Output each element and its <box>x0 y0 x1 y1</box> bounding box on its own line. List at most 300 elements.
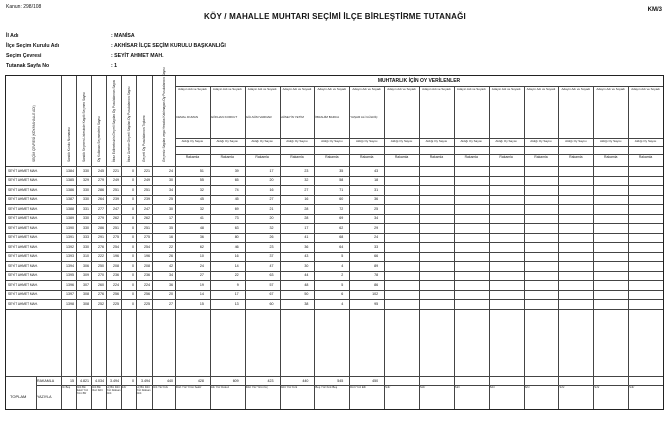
grid-line <box>6 252 663 253</box>
row-value: 310 <box>83 254 89 259</box>
row-location: SEYİT AHMET MAH. <box>8 216 38 221</box>
grid-line <box>175 138 663 139</box>
candidate-vote: 4 <box>341 301 344 306</box>
row-value: 276 <box>98 292 104 297</box>
candidate-header: Adayın Adı ve Soyadı <box>526 87 556 91</box>
candidate-vote: 45 <box>234 197 239 202</box>
grid-line <box>6 376 663 377</box>
row-value: 252 <box>98 301 104 306</box>
grid-line <box>558 86 559 409</box>
candidate-vote: 20 <box>269 178 274 183</box>
candidate-vote: 34 <box>374 216 379 221</box>
candidate-vote: 27 <box>304 187 309 192</box>
candidate-vote: 36 <box>304 244 309 249</box>
row-value: 0 <box>132 197 134 202</box>
grid-line <box>6 233 663 234</box>
row-value: 222 <box>98 254 104 259</box>
candidate-name: CEMAL DUMAN <box>176 115 199 119</box>
candidate-vote: 24 <box>374 235 379 240</box>
row-value: 35 <box>169 225 173 230</box>
column-header: İtiraz Üzerine Geçerli Sayılan Oy Pusulalarının Sayısı <box>126 86 131 162</box>
column-header: SEÇİM ÇEVRESİ (KÖY/MAHALLE ADI) <box>31 105 36 162</box>
grid-line <box>593 86 594 409</box>
candidate-vote: 33 <box>374 244 379 249</box>
row-location: SEYİT AHMET MAH. <box>8 263 38 268</box>
candidate-vote: 31 <box>374 187 379 192</box>
candidate-vote: 24 <box>199 263 204 268</box>
candidate-votes-label: Aldığı Oy Sayısı <box>321 139 343 143</box>
candidate-header: Adayın Adı ve Soyadı <box>456 87 486 91</box>
total-value: 0 <box>132 378 134 383</box>
row-value: 249 <box>113 178 119 183</box>
candidate-vote: 15 <box>199 301 204 306</box>
candidate-vote: 14 <box>199 292 204 297</box>
grid-line <box>384 86 385 409</box>
candidate-vote: 71 <box>339 187 344 192</box>
candidate-vote: 41 <box>304 235 309 240</box>
row-value: 1391 <box>66 235 74 240</box>
candidate-vote: 10 <box>199 254 204 259</box>
row-value: 250 <box>98 263 104 268</box>
row-value: 239 <box>144 197 150 202</box>
candidate-vote: 55 <box>199 178 204 183</box>
row-value: 0 <box>132 282 134 287</box>
row-value: 262 <box>113 216 119 221</box>
candidate-vote: 62 <box>339 225 344 230</box>
total-value: 15 <box>70 378 74 383</box>
candidate-rakam-label: Rakamla <box>569 155 583 159</box>
row-value: 1388 <box>66 206 74 211</box>
candidate-total-text: Dört Yüz Yirmi Üç <box>245 385 268 389</box>
grid-line <box>6 299 663 300</box>
row-value: 330 <box>83 187 89 192</box>
candidate-total: 545 <box>337 378 344 383</box>
candidate-vote: 68 <box>339 235 344 240</box>
candidate-vote: 35 <box>339 168 344 173</box>
meta-value: : MANİSA <box>111 33 135 39</box>
candidate-vote: 63 <box>269 273 274 278</box>
candidate-name: GÜLSÜM VARDAR <box>245 115 272 119</box>
totals-label: TOPLAM <box>10 394 27 399</box>
candidate-vote: 46 <box>234 244 239 249</box>
candidate-votes-label: Aldığı Oy Sayısı <box>216 139 239 143</box>
grid-line <box>6 176 663 177</box>
candidate-vote: 102 <box>372 292 379 297</box>
candidate-total-text: Sıfır <box>524 385 530 389</box>
row-value: 1397 <box>66 292 74 297</box>
candidate-rakam-label: Rakamla <box>325 155 339 159</box>
row-value: 34 <box>169 273 173 278</box>
row-value: 236 <box>113 273 119 278</box>
candidate-header: Adayın Adı ve Soyadı <box>387 87 416 91</box>
candidate-vote: 28 <box>304 206 309 211</box>
grid-line <box>524 86 525 409</box>
candidate-vote: 23 <box>304 168 309 173</box>
row-value: 333 <box>83 235 89 240</box>
row-value: 247 <box>144 206 150 211</box>
grid-line <box>6 195 663 196</box>
candidate-header: Adayın Adı ve Soyadı <box>352 87 382 91</box>
candidate-votes-label: Aldığı Oy Sayısı <box>460 139 483 143</box>
grid-line <box>6 280 663 281</box>
row-value: 251 <box>144 187 150 192</box>
row-value: 279 <box>98 216 104 221</box>
row-location: SEYİT AHMET MAH. <box>8 235 38 240</box>
rakamla-label: RAKAMLA <box>37 378 55 383</box>
row-location: SEYİT AHMET MAH. <box>8 292 38 297</box>
candidate-vote: 39 <box>234 168 239 173</box>
candidate-total-text: Sıfır <box>420 385 426 389</box>
yaziyla-label: YAZIYLA <box>37 395 52 399</box>
candidate-vote: 73 <box>234 216 239 221</box>
grid-line <box>489 86 490 409</box>
meta-label: İlçe Seçim Kurulu Adı <box>6 43 60 49</box>
candidate-total-text: Sıfır <box>385 385 391 389</box>
candidate-rakam-label: Rakamla <box>429 155 444 159</box>
row-value: 1386 <box>66 187 74 192</box>
column-header: Geçersiz Sayılan veya Hesaba Katılmayan Oy Pusulalarının Sayısı <box>161 67 166 162</box>
candidate-vote: 32 <box>199 187 204 192</box>
candidate-vote: 19 <box>199 282 204 287</box>
row-location: SEYİT AHMET MAH. <box>8 244 38 249</box>
row-value: 329 <box>83 178 89 183</box>
row-location: SEYİT AHMET MAH. <box>8 168 38 173</box>
row-value: 254 <box>113 244 119 249</box>
page-title: KÖY / MAHALLE MUHTARI SEÇİMİ İLÇE BİRLEŞTİRME TUTANAĞI <box>204 12 466 21</box>
kanun-number: Kanun: 298/108 <box>6 4 42 10</box>
candidate-vote: 32 <box>304 178 309 183</box>
candidate-vote: 43 <box>374 168 379 173</box>
candidate-header: Adayın Adı ve Soyadı <box>178 87 207 91</box>
candidate-total-text: Sıfır <box>454 385 460 389</box>
candidate-header: Adayın Adı ve Soyadı <box>247 87 277 91</box>
candidate-total-text: Beş Yüz Kırk Beş <box>315 385 338 389</box>
row-value: 0 <box>132 187 134 192</box>
row-value: 1385 <box>66 178 74 183</box>
grid-line <box>419 86 420 409</box>
meta-value: : 1 <box>111 63 118 69</box>
row-location: SEYİT AHMET MAH. <box>8 225 38 230</box>
row-value: 256 <box>144 292 150 297</box>
row-value: 208 <box>113 263 119 268</box>
row-value: 30 <box>169 178 173 183</box>
row-value: 1394 <box>66 263 74 268</box>
grid-line <box>6 223 663 224</box>
grid-line <box>6 166 663 167</box>
grid-line <box>628 86 629 409</box>
column-header: Oy Kullanan Seçmenlerin Sayısı <box>96 116 101 162</box>
candidate-rakam-label: Rakamla <box>185 155 200 159</box>
row-value: 0 <box>132 292 134 297</box>
grid-line <box>6 242 663 243</box>
candidate-votes-label: Aldığı Oy Sayısı <box>390 139 413 143</box>
candidate-vote: 58 <box>339 178 344 183</box>
candidate-vote: 5 <box>341 282 344 287</box>
candidate-header: Adayın Adı ve Soyadı <box>282 87 312 91</box>
row-value: 309 <box>83 273 89 278</box>
candidate-total-text: Sıfır <box>594 385 600 389</box>
row-value: 239 <box>113 197 119 202</box>
row-value: 275 <box>113 235 119 240</box>
row-value: 291 <box>98 235 104 240</box>
candidate-vote: 16 <box>304 197 309 202</box>
row-location: SEYİT AHMET MAH. <box>8 206 38 211</box>
row-value: 1396 <box>66 282 74 287</box>
meta-label: İl Adı <box>6 33 19 39</box>
row-value: 276 <box>98 244 104 249</box>
candidate-vote: 27 <box>199 273 204 278</box>
row-value: 251 <box>113 225 119 230</box>
candidate-vote: 17 <box>234 292 239 297</box>
total-value: 4.821 <box>80 378 89 383</box>
row-value: 1393 <box>66 254 74 259</box>
section-title: MUHTARLIK İÇİN OY VERİLENLER <box>377 78 461 84</box>
candidate-vote: 13 <box>234 301 239 306</box>
row-value: 245 <box>98 168 104 173</box>
grid-line <box>6 290 663 291</box>
candidate-votes-label: Aldığı Oy Sayısı <box>530 139 552 143</box>
candidate-total: 428 <box>197 378 204 383</box>
column-header: İtiraz Edilmeksizin Geçerli Sayılan Oy Pusulalarının Sayısı <box>111 79 116 162</box>
candidate-header: Adayın Adı ve Soyadı <box>561 87 591 91</box>
candidate-header: Adayın Adı ve Soyadı <box>631 87 660 91</box>
meta-value: : AKHİSAR İLÇE SEÇİM KURULU BAŞKANLIĞI <box>111 43 226 49</box>
grid-line <box>6 185 663 186</box>
candidate-votes-label: Aldığı Oy Sayısı <box>634 139 657 143</box>
total-value: 4.034 <box>95 378 104 383</box>
grid-line <box>454 86 455 409</box>
candidate-name: İBRAHİM BARCA <box>315 115 340 119</box>
row-value: 330 <box>83 197 89 202</box>
row-value: 1392 <box>66 244 74 249</box>
row-value: 26 <box>169 254 173 259</box>
candidate-vote: 60 <box>269 301 274 306</box>
row-value: 30 <box>169 206 173 211</box>
row-location: SEYİT AHMET MAH. <box>8 197 38 202</box>
row-value: 0 <box>132 254 134 259</box>
candidate-vote: 37 <box>269 254 274 259</box>
candidate-vote: 66 <box>374 254 379 259</box>
grid-line <box>6 271 663 272</box>
row-location: SEYİT AHMET MAH. <box>8 187 38 192</box>
row-location: SEYİT AHMET MAH. <box>8 282 38 287</box>
row-value: 225 <box>144 301 150 306</box>
row-value: 330 <box>83 216 89 221</box>
candidate-vote: 50 <box>304 292 309 297</box>
total-text: Üç Bin Dört Yüz Doksan Dört <box>106 386 121 395</box>
candidate-vote: 16 <box>234 254 239 259</box>
candidate-vote: 74 <box>234 187 239 192</box>
candidate-vote: 95 <box>374 301 379 306</box>
row-value: 1384 <box>66 168 74 173</box>
row-value: 16 <box>169 235 173 240</box>
row-value: 277 <box>98 206 104 211</box>
candidate-vote: 28 <box>304 216 309 221</box>
candidate-vote: 30 <box>304 263 309 268</box>
row-value: 279 <box>98 178 104 183</box>
total-text: Sıfır <box>121 386 127 389</box>
row-location: SEYİT AHMET MAH. <box>8 273 38 278</box>
row-value: 308 <box>83 292 89 297</box>
candidate-total-text: Dört Yüz Elli <box>350 385 366 389</box>
row-value: 251 <box>113 187 119 192</box>
row-value: 249 <box>144 178 150 183</box>
row-value: 0 <box>132 168 134 173</box>
candidate-header: Adayın Adı ve Soyadı <box>422 87 451 91</box>
row-value: 224 <box>144 282 150 287</box>
candidate-vote: 17 <box>304 225 309 230</box>
candidate-name: HÜSEYİN YETİM <box>280 115 304 119</box>
candidate-vote: 4 <box>341 263 344 268</box>
candidate-total: 440 <box>302 378 309 383</box>
row-value: 24 <box>169 168 173 173</box>
row-value: 208 <box>144 263 150 268</box>
row-value: 22 <box>169 244 173 249</box>
candidate-total: 450 <box>372 378 379 383</box>
candidate-vote: 72 <box>339 206 344 211</box>
row-value: 0 <box>132 301 134 306</box>
total-text: Dört Bin Sekiz Yüz Yirmi Bir <box>76 386 88 395</box>
candidate-vote: 21 <box>269 206 274 211</box>
candidate-vote: 32 <box>269 225 274 230</box>
row-value: 36 <box>169 282 173 287</box>
candidate-vote: 2 <box>341 273 344 278</box>
candidate-vote: 89 <box>374 263 379 268</box>
candidate-votes-label: Aldığı Oy Sayısı <box>565 139 587 143</box>
candidate-votes-label: Aldığı Oy Sayısı <box>251 139 273 143</box>
row-value: 1387 <box>66 197 74 202</box>
grid-line <box>6 309 663 310</box>
candidate-vote: 23 <box>269 244 274 249</box>
row-value: 254 <box>144 244 150 249</box>
candidate-vote: 22 <box>234 273 239 278</box>
candidate-rakam-label: Rakamla <box>220 155 234 159</box>
grid-line <box>175 154 663 155</box>
candidate-vote: 47 <box>269 263 274 268</box>
total-text: Dört Yüz Kırk <box>152 386 168 389</box>
candidate-total: 609 <box>232 378 239 383</box>
candidate-total-text: Sıfır <box>489 385 495 389</box>
candidate-vote: 45 <box>199 197 204 202</box>
row-value: 17 <box>169 216 173 221</box>
candidate-vote: 80 <box>234 235 239 240</box>
candidate-rakam-label: Rakamla <box>290 155 304 159</box>
candidate-vote: 62 <box>199 244 204 249</box>
row-value: 330 <box>83 225 89 230</box>
row-value: 262 <box>144 216 150 221</box>
row-value: 0 <box>132 178 134 183</box>
candidate-total: 423 <box>267 378 274 383</box>
row-value: 247 <box>113 206 119 211</box>
candidate-name: YAŞAR ALİ GÜLDİÇ <box>350 115 378 119</box>
row-value: 0 <box>132 216 134 221</box>
row-value: 260 <box>98 282 104 287</box>
meta-value: : SEYİT AHMET MAH. <box>111 53 164 59</box>
column-header: Sandık Seçmen Listesinde Kayıtlı Seçmen Sayısı <box>81 92 86 162</box>
row-value: 330 <box>83 168 89 173</box>
candidate-vote: 14 <box>234 263 239 268</box>
candidate-vote: 48 <box>304 282 309 287</box>
candidate-vote: 44 <box>304 273 309 278</box>
candidate-votes-label: Aldığı Oy Sayısı <box>495 139 517 143</box>
candidate-total-text: Dört Yüz Yirmi Sekiz <box>176 385 202 389</box>
row-value: 264 <box>98 197 104 202</box>
total-text: On Beş <box>61 386 71 389</box>
row-location: SEYİT AHMET MAH. <box>8 178 38 183</box>
candidate-vote: 17 <box>269 168 274 173</box>
candidate-vote: 38 <box>304 301 309 306</box>
candidate-vote: 78 <box>374 273 379 278</box>
candidate-vote: 36 <box>199 235 204 240</box>
candidate-vote: 26 <box>269 235 274 240</box>
column-header: Sandık Kurulu Numarası <box>66 127 71 162</box>
row-value: 236 <box>144 273 150 278</box>
row-value: 27 <box>169 301 173 306</box>
row-value: 306 <box>83 263 89 268</box>
candidate-vote: 64 <box>339 244 344 249</box>
grid-line <box>6 261 663 262</box>
row-value: 275 <box>144 235 150 240</box>
grid-line <box>6 204 663 205</box>
row-value: 225 <box>113 301 119 306</box>
row-value: 308 <box>83 301 89 306</box>
row-value: 0 <box>132 225 134 230</box>
row-value: 1398 <box>66 301 74 306</box>
candidate-votes-label: Aldığı Oy Sayısı <box>181 139 204 143</box>
candidate-vote: 41 <box>199 216 204 221</box>
candidate-vote: 36 <box>374 197 379 202</box>
candidate-name: GÖKHAN KORKUT <box>210 115 238 119</box>
candidate-rakam-label: Rakamla <box>360 155 374 159</box>
row-value: 224 <box>113 282 119 287</box>
row-value: 286 <box>98 225 104 230</box>
candidate-vote: 32 <box>199 206 204 211</box>
candidate-total-text: Sıfır <box>559 385 565 389</box>
row-value: 0 <box>132 235 134 240</box>
total-text: Üç Bin Dört Yüz Doksan Dört <box>136 386 151 395</box>
candidate-header: Adayın Adı ve Soyadı <box>317 87 347 91</box>
candidate-vote: 20 <box>269 216 274 221</box>
row-value: 221 <box>113 168 119 173</box>
row-value: 330 <box>83 244 89 249</box>
row-value: 34 <box>169 187 173 192</box>
candidate-vote: 69 <box>234 206 239 211</box>
candidate-vote: 51 <box>199 168 204 173</box>
candidate-vote: 60 <box>339 197 344 202</box>
candidate-vote: 63 <box>234 225 239 230</box>
row-value: 0 <box>132 263 134 268</box>
row-value: 42 <box>169 263 173 268</box>
total-value: 3.494 <box>110 378 119 383</box>
row-value: 1389 <box>66 216 74 221</box>
candidate-votes-label: Aldığı Oy Sayısı <box>286 139 308 143</box>
row-value: 256 <box>113 292 119 297</box>
grid-line <box>6 214 663 215</box>
candidate-total-text: Altı Yüz Dokuz <box>210 385 230 389</box>
candidate-total-text: Sıfır <box>629 385 635 389</box>
candidate-vote: 29 <box>374 225 379 230</box>
candidate-rakam-label: Rakamla <box>638 155 653 159</box>
candidate-rakam-label: Rakamla <box>464 155 478 159</box>
candidate-rakam-label: Rakamla <box>394 155 409 159</box>
candidate-rakam-label: Rakamla <box>534 155 548 159</box>
total-text: Dört Bin Otuz Dört <box>91 386 103 392</box>
candidate-vote: 43 <box>304 254 309 259</box>
row-value: 221 <box>144 168 150 173</box>
meta-label: Tutanak Sayfa No <box>6 63 50 69</box>
results-table <box>5 67 664 410</box>
candidate-total-text: Dört Yüz Kırk <box>280 385 298 389</box>
